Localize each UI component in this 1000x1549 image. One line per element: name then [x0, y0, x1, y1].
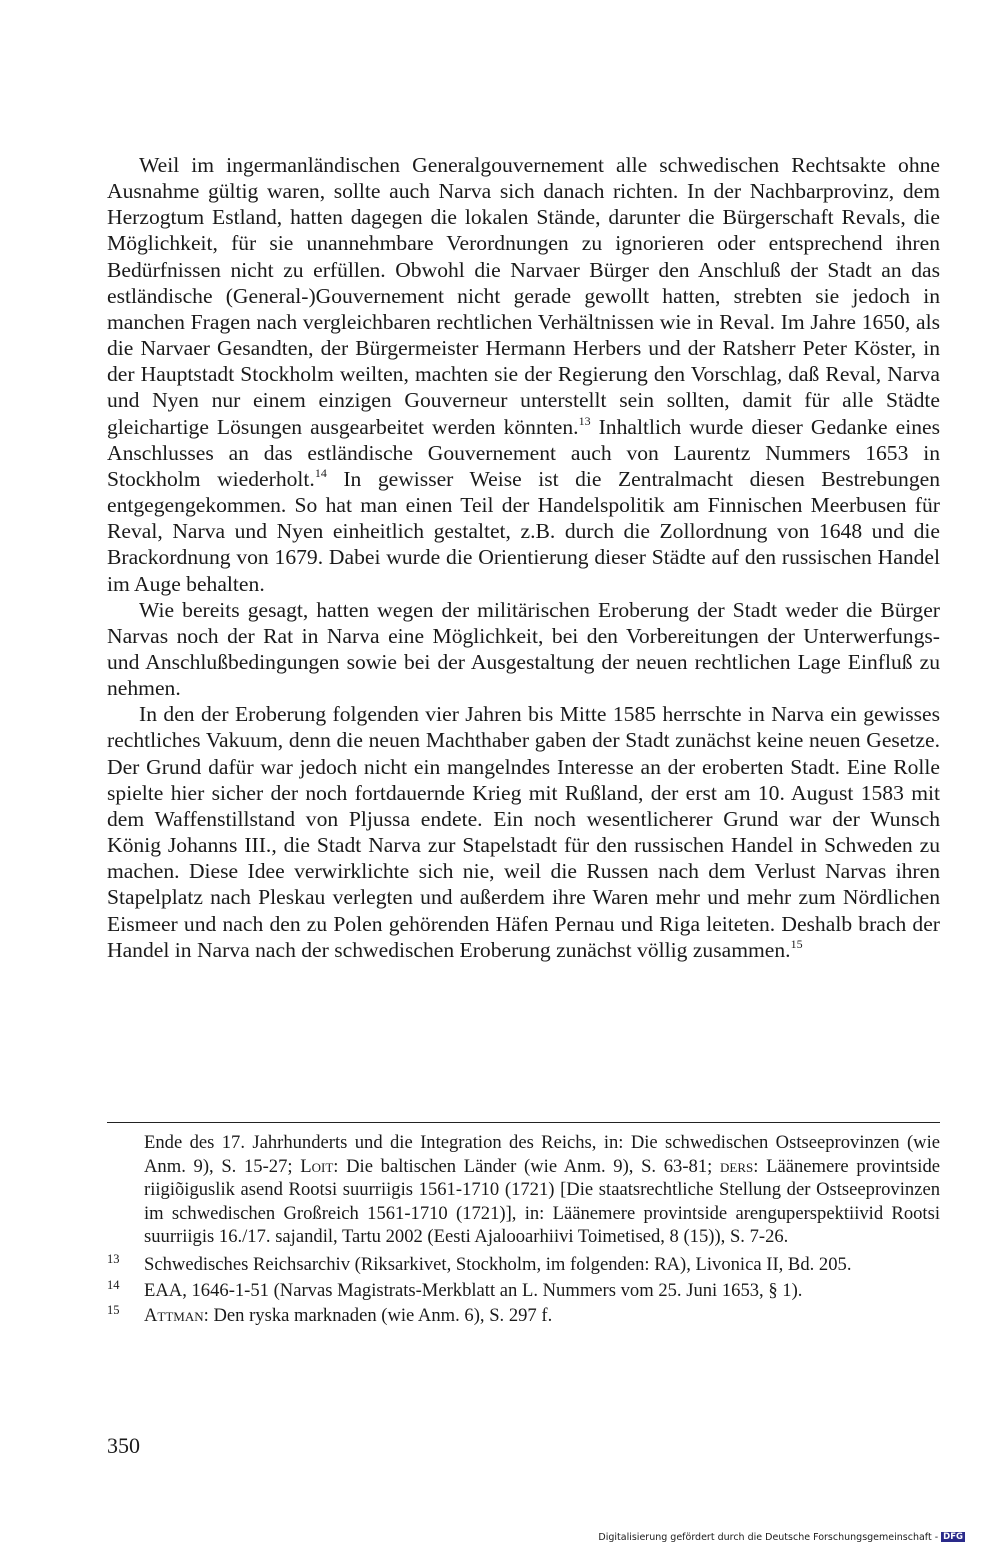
author-name: Attman — [144, 1305, 204, 1327]
main-text — [107, 152, 940, 963]
text-run: : Den ryska marknaden (wie Anm. 6), S. 297 f. — [203, 1305, 553, 1327]
text-run: Ende des 17. Jahrhunderts und die Integration des Reichs, in: Die schwedischen Ostseeprovinzen (wie Anm. 9), S. 15-27; — [144, 1132, 940, 1177]
footnote — [107, 1131, 940, 1249]
footnote-reference: 14 — [314, 465, 327, 480]
credit-text: Digitalisierung gefördert durch die Deutsche Forschungsgemeinschaft - — [598, 1532, 939, 1543]
footnote-reference: 15 — [790, 936, 803, 951]
author-name: ders — [720, 1155, 754, 1177]
footnote-number: 15 — [107, 1303, 120, 1318]
text-run: : Läänemere provintside riigiõiguslik asend Rootsi suurriigis 1561-1710 (1721) [Die staatsrechtliche Stellung der Ostseeprovinzen im schwedischen Großreich 1561-1710 (1721)], in: Läänemere provintside arenguperspektiivid Rootsi suurriigis 16./17. sajandil, Tartu 2002 (Eesti Ajalooarhiivi Toimetised, 8 (15)), S. 7-26. — [144, 1155, 941, 1248]
text-run: : Die baltischen Länder (wie Anm. 9), S. 63-81; — [333, 1155, 720, 1177]
footnote-reference: 13 — [578, 413, 591, 428]
text-run: Schwedisches Reichsarchiv (Riksarkivet, Stockholm, im folgenden: RA), Livonica II, Bd. 205. — [144, 1253, 852, 1275]
digitization-credit — [598, 1532, 965, 1543]
text-run: Inhaltlich wurde dieser Gedanke eines Anschlusses an das estländische Gouvernement auch von Laurentz Nummers 1653 in Stockholm wiederholt. — [107, 414, 941, 491]
footnote — [107, 1304, 940, 1328]
paragraph — [107, 597, 940, 702]
author-name: Loit — [300, 1155, 334, 1177]
paragraph — [107, 152, 940, 597]
text-run: In den der Eroberung folgenden vier Jahren bis Mitte 1585 herrschte in Narva ein gewisses rechtliches Vakuum, denn die neuen Machthaber gaben der Stadt zunächst keine neuen Gesetze. Der Grund dafür war jedoch nicht ein mangelndes Interesse an der eroberten Stadt. Eine Rolle spielte hier sicher der noch fortdauernde Krieg mit Rußland, der erst am 10. August 1583 mit dem Waffenstillstand von Pljussa endete. Ein noch wesentlicherer Grund war der Wunsch König Johanns III., die Stadt Narva zur Stapelstadt für den russischen Handel in Schweden zu machen. Diese Idee verwirklichte sich nie, weil die Russen nach dem Verlust Narvas ihren Stapelplatz nach Pleskau verlegten und außerdem ihre Waren mehr und mehr zum Nördlichen Eismeer und nach den zu Polen gehörenden Häfen Pernau und Riga leiteten. Deshalb brach der Handel in Narva nach der schwedischen Eroberung zunächst völlig zusammen. — [107, 702, 940, 962]
text-run: Wie bereits gesagt, hatten wegen der militärischen Eroberung der Stadt weder die Bürger Narvas noch der Rat in Narva eine Möglichkeit, bei den Vorbereitungen der Unterwerfungs- und Anschlußbedingungen sowie bei der Ausgestaltung der neuen rechtlichen Lage Einfluß zu nehmen. — [107, 597, 940, 701]
page-number: 350 — [107, 1433, 140, 1458]
text-run: Weil im ingermanländischen Generalgouvernement alle schwedischen Rechtsakte ohne Ausnahme gültig waren, sollte auch Narva sich danach richten. In der Nachbarprovinz, dem Herzogtum Estland, hatten dagegen die lokalen Stände, darunter die Bürgerschaft Revals, die Möglichkeit, für sie unannehmbare Verordnungen zu ignorieren oder entsprechend ihren Bedürfnissen nicht zu erfüllen. Obwohl die Narvaer Bürger den Anschluß der Stadt an das estländische (General-)Gouvernement nicht gerade gewollt hatten, strebten sie jedoch in manchen Fragen nach vergleichbaren rechtlichen Verhältnissen wie in Reval. Im Jahre 1650, als die Narvaer Gesandten, der Bürgermeister Hermann Herbers und der Ratsherr Peter Köster, in der Hauptstadt Stockholm weilten, machten sie der Regierung den Vorschlag, daß Reval, Narva und Nyen nur einem einzigen Gouverneur unterstellt sein sollten, damit für alle Städte gleichartige Lösungen ausgearbeitet werden könnten. — [107, 153, 940, 439]
footnote-number: 14 — [107, 1277, 120, 1292]
text-run: EAA, 1646-1-51 (Narvas Magistrats-Merkblatt an L. Nummers vom 25. Juni 1653, § 1). — [144, 1279, 803, 1301]
text-run: In gewisser Weise ist die Zentralmacht diesen Bestrebungen entgegengekommen. So hat man einen Teil der Handelspolitik am Finnischen Meerbusen für Reval, Narva und Nyen einheitlich gestaltet, z.B. durch die Zollordnung von 1648 und die Brackordnung von 1679. Dabei wurde die Orientierung dieser Städte auf den russischen Handel im Auge behalten. — [107, 466, 941, 596]
dfg-logo: DFG — [943, 1532, 963, 1542]
footnote — [107, 1253, 940, 1277]
footnote — [107, 1279, 940, 1303]
footnotes — [107, 1131, 940, 1330]
footnote-number: 13 — [107, 1251, 120, 1266]
paragraph — [107, 701, 940, 963]
footnote-separator — [107, 1122, 940, 1123]
